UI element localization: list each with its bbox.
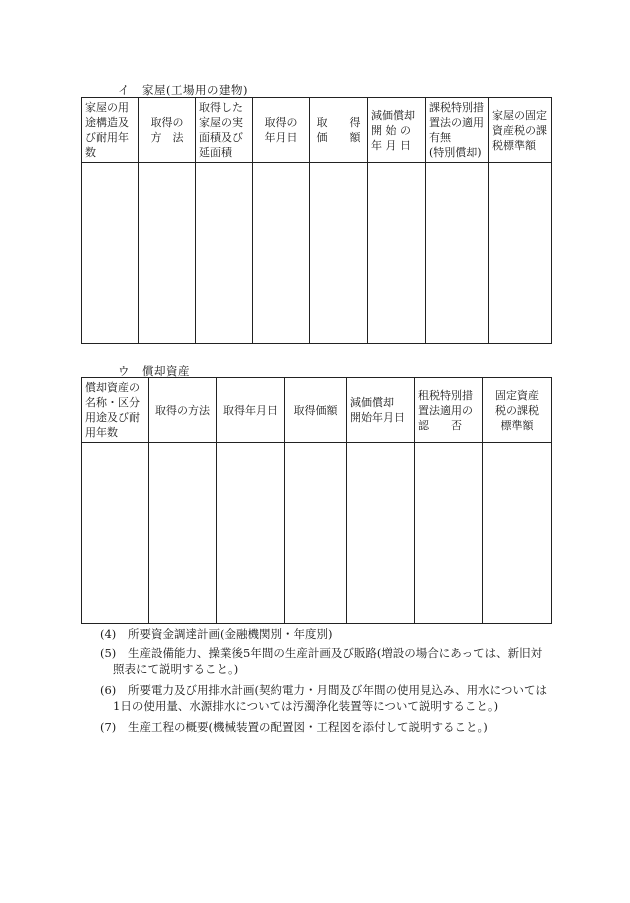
entry-cell[interactable] — [347, 443, 415, 624]
header-acquisition-date: 取得の 年月日 — [253, 98, 310, 163]
note-4: (4) 所要資金調達計画(金融機関別・年度別) — [100, 627, 333, 641]
entry-cell[interactable] — [310, 163, 368, 344]
header-special-measures: 課税特別措 置法の適用 有無 (特別償却) — [426, 98, 489, 163]
header-depreciation-start: 減価償却 開 始 の 年 月 日 — [368, 98, 426, 163]
header-tax-base: 固定資産 税の課税 標準額 — [483, 378, 552, 443]
header-acquisition-price: 取得価額 — [285, 378, 347, 443]
note-6: (6) 所要電力及び用排水計画(契約電力・月間及び年間の使用見込み、用水については 1日の使用量、水源排水については汚濁浄化装置等について説明すること。) — [100, 683, 547, 713]
header-acquisition-method: 取得の方法 — [149, 378, 217, 443]
entry-cell[interactable] — [196, 163, 253, 344]
entry-cell[interactable] — [82, 163, 139, 344]
header-asset-name: 償却資産の 名称・区分 用途及び耐 用年数 — [82, 378, 149, 443]
entry-cell[interactable] — [139, 163, 196, 344]
entry-cell[interactable] — [426, 163, 489, 344]
section-i-title: イ 家屋(工場用の建物) — [118, 83, 248, 97]
header-building-use-structure: 家屋の用 途構造及 び耐用年 数 — [82, 98, 139, 163]
header-depreciation-start: 減価償却 開始年月日 — [347, 378, 415, 443]
entry-cell[interactable] — [285, 443, 347, 624]
note-7: (7) 生産工程の概要(機械装置の配置図・工程図を添付して説明すること。) — [100, 720, 488, 734]
note-5: (5) 生産設備能力、操業後5年間の生産計画及び販路(増設の場合にあっては、新旧対 照表にて説明すること。) — [100, 646, 543, 676]
entry-cell[interactable] — [82, 443, 149, 624]
section-u-title: ウ 償却資産 — [118, 364, 190, 378]
buildings-table — [81, 97, 552, 344]
entry-cell[interactable] — [489, 163, 552, 344]
header-acquisition-price: 取 得 価 額 — [310, 98, 368, 163]
header-tax-base: 家屋の固定 資産税の課 税標準額 — [489, 98, 552, 163]
header-acquisition-method: 取得の 方 法 — [139, 98, 196, 163]
header-acquisition-date: 取得年月日 — [217, 378, 285, 443]
entry-cell[interactable] — [217, 443, 285, 624]
entry-cell[interactable] — [483, 443, 552, 624]
depreciable-assets-table — [81, 377, 552, 624]
entry-cell[interactable] — [149, 443, 217, 624]
header-floor-area: 取得した 家屋の実 面積及び 延面積 — [196, 98, 253, 163]
header-special-measures: 租税特別措 置法適用の 認 否 — [415, 378, 483, 443]
entry-cell[interactable] — [415, 443, 483, 624]
entry-cell[interactable] — [368, 163, 426, 344]
entry-cell[interactable] — [253, 163, 310, 344]
